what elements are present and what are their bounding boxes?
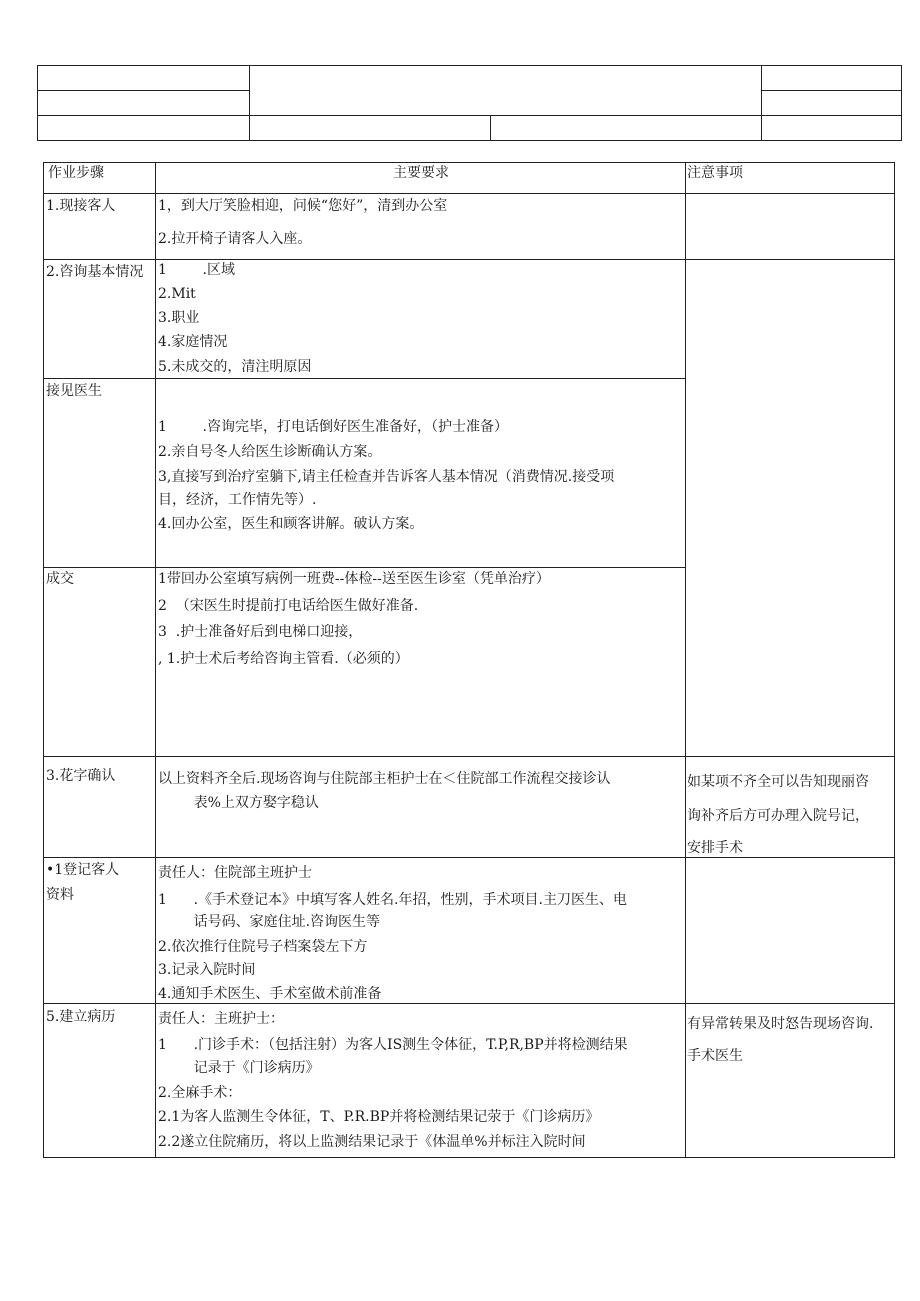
requirement-line: , 1.护士术后考给咨询主管看.（必须的） — [158, 651, 409, 667]
requirement-line: 3 .护士准备好后到电梯口迎接， — [158, 624, 363, 640]
requirement-line: 4.家庭情况 — [158, 334, 228, 350]
step-label: •1登记客人 — [46, 862, 120, 878]
requirement-line: 2.2遂立住院痛历，将以上监测结果记录于《体温单%并标注入院时间 — [158, 1134, 586, 1150]
step-label: 1.现接客人 — [46, 198, 116, 214]
requirement-line: 2.全麻手术： — [158, 1085, 242, 1101]
column-header-step: 作业步骤 — [48, 165, 104, 181]
note-line: 有异常转果及时怒告现场咨询. — [687, 1016, 874, 1032]
requirement-line: 记录于《门诊病历》 — [158, 1060, 320, 1076]
requirement-line: 2.依次推行住院号子档案袋左下方 — [158, 939, 368, 955]
requirement-line: 4.通知手术医生、手术室做术前准备 — [158, 986, 382, 1002]
note-line: 如某项不齐全可以告知现丽咨 — [687, 774, 869, 790]
requirement-line: 1 .咨询完毕，打电话倒好医生准备好，（护士准备） — [158, 419, 508, 435]
requirement-line: 2 （宋医生时提前打电话给医生做好准备. — [158, 598, 419, 614]
step-label: 成交 — [46, 571, 74, 587]
requirement-line: 3,直接写到治疗室躺下,请主任检查并告诉客人基本情况（消费情况.接受项 — [158, 469, 615, 485]
step-label: 资料 — [46, 887, 74, 903]
note-line: 安排手术 — [687, 840, 743, 856]
note-line: 手术医生 — [687, 1048, 743, 1064]
requirement-line: 目，经济，工作情先等）. — [158, 492, 317, 508]
procedure-table — [43, 162, 895, 1158]
requirement-line: 1 .区域 — [158, 262, 235, 278]
requirement-line: 表%上双方娶字稳认 — [158, 795, 319, 811]
requirement-line: 1带回办公室填写病例一班费--体检--送至医生诊室（凭单治疗） — [158, 571, 550, 587]
requirement-line: 责任人：住院部主班护士 — [158, 865, 312, 881]
note-line: 询补齐后方可办理入院号记， — [687, 808, 869, 824]
header-table — [37, 65, 902, 141]
requirement-line: 1，到大厅笑脸相迎，问候“您好”，清到办公室 — [158, 198, 448, 214]
requirement-line: 1 .门诊手术：（包括注射）为客人IS测生令体征，T.P,R,BP并将检测结果 — [158, 1037, 628, 1053]
requirement-line: 5.未成交的，清注明原因 — [158, 359, 312, 375]
requirement-line: 以上资料齐全后.现场咨询与住院部主柜护士在＜住院部工作流程交接诊认 — [158, 771, 611, 787]
step-label: 接见医生 — [46, 383, 102, 399]
requirement-line: 2.1为客人监测生令体征，T、P.R.BP并将检测结果记荥于《门诊病历》 — [158, 1109, 600, 1125]
requirement-line: 责任人：主班护士： — [158, 1011, 284, 1027]
column-header-notes: 注意事项 — [687, 165, 743, 181]
requirement-line: 4.回办公室，医生和顾客讲解。破认方案。 — [158, 516, 424, 532]
step-label: 3.花字确认 — [46, 768, 116, 784]
step-label: 5.建立病历 — [46, 1009, 116, 1025]
requirement-line: 2.亲自号冬人给医生诊断确认方案。 — [158, 444, 382, 460]
requirement-line: 话号码、家庭住址.咨询医生等 — [158, 914, 381, 930]
requirement-line: 2.Mit — [158, 286, 196, 302]
requirement-line: 1 .《手术登记本》中填写客人姓名.年招，性别，手术项目.主刀医生、电 — [158, 892, 627, 908]
requirement-line: 3.职业 — [158, 310, 200, 326]
requirement-line: 3.记录入院时间 — [158, 962, 256, 978]
column-header-requirements: 主要要求 — [393, 165, 449, 181]
requirement-line: 2.拉开椅子请客人入座。 — [158, 231, 312, 247]
step-label: 2.咨询基本情况 — [46, 264, 144, 280]
